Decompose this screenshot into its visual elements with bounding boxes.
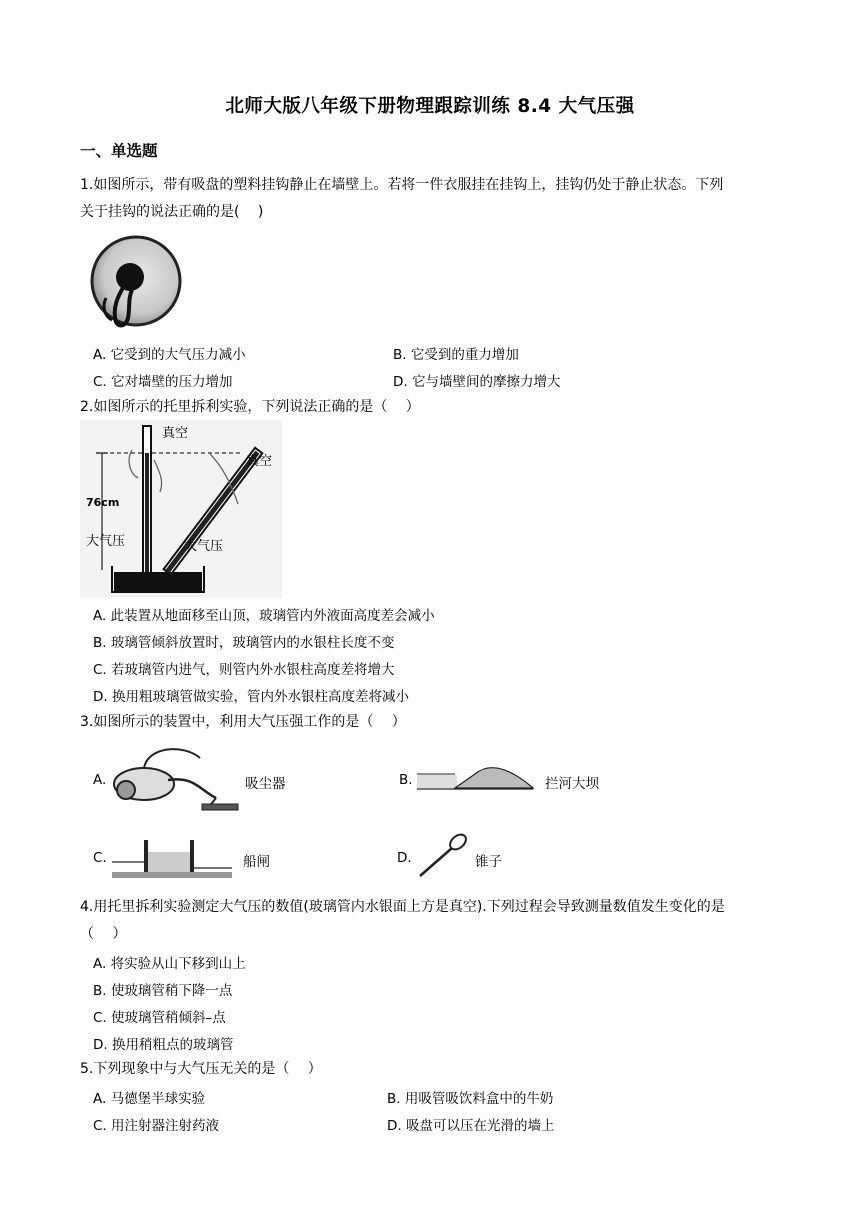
suction-hook-figure (88, 234, 184, 330)
q3-option-d-caption: 锥子 (475, 854, 502, 870)
vacuum-cleaner-icon (104, 740, 240, 812)
dam-icon (415, 762, 535, 792)
page-title: 北师大版八年级下册物理跟踪训练 8.4 大气压强 (225, 96, 635, 117)
section-heading: 一、单选题 (80, 142, 158, 160)
q5-option-c[interactable]: C. 用注射器注射药液 (93, 1118, 220, 1134)
q2-option-b[interactable]: B. 玻璃管倾斜放置时，玻璃管内的水银柱长度不变 (93, 635, 395, 651)
q2-option-d[interactable]: D. 换用粗玻璃管做实验，管内外水银柱高度差将减小 (93, 689, 409, 705)
question-4-stem-line2: （ ） (80, 926, 127, 942)
q1-option-a[interactable]: A. 它受到的大气压力减小 (93, 347, 246, 363)
height-label: 76cm (86, 496, 120, 509)
q2-option-c[interactable]: C. 若玻璃管内进气，则管内外水银柱高度差将增大 (93, 662, 395, 678)
question-3-stem: 3.如图所示的装置中，利用大气压强工作的是（ ） (80, 714, 406, 730)
question-1-stem-line2: 关于挂钩的说法正确的是( ) (80, 204, 264, 220)
ship-lock-icon (110, 832, 234, 880)
awl-icon (416, 830, 472, 880)
q1-option-c[interactable]: C. 它对墙壁的压力增加 (93, 374, 233, 390)
vacuum-label-2: 真空 (246, 454, 273, 469)
q2-option-a[interactable]: A. 此装置从地面移至山顶，玻璃管内外液面高度差会减小 (93, 608, 435, 624)
q3-option-b-letter[interactable]: B. (399, 772, 413, 788)
q1-option-b[interactable]: B. 它受到的重力增加 (393, 347, 519, 363)
q5-option-a[interactable]: A. 马德堡半球实验 (93, 1091, 206, 1107)
vacuum-label-1: 真空 (162, 426, 189, 441)
question-5-stem: 5.下列现象中与大气压无关的是（ ） (80, 1061, 322, 1077)
q1-option-d[interactable]: D. 它与墙壁间的摩擦力增大 (393, 374, 561, 390)
q5-option-b[interactable]: B. 用吸管吸饮料盒中的牛奶 (387, 1091, 554, 1107)
q3-option-a-caption: 吸尘器 (245, 776, 286, 792)
q3-option-b-caption: 拦河大坝 (545, 776, 599, 792)
torricelli-figure (80, 420, 282, 598)
q3-option-d-letter[interactable]: D. (397, 850, 412, 866)
q5-option-d[interactable]: D. 吸盘可以压在光滑的墙上 (387, 1118, 555, 1134)
q3-option-c-caption: 船闸 (243, 854, 270, 870)
question-2-stem: 2.如图所示的托里拆利实验，下列说法正确的是（ ） (80, 399, 420, 415)
question-1-stem-line1: 1.如图所示，带有吸盘的塑料挂钩静止在墙壁上。若将一件衣服挂在挂钩上，挂钩仍处于静止状态。下列 (80, 177, 724, 193)
atm-label-right: 大气压 (184, 539, 224, 554)
q4-option-b[interactable]: B. 使玻璃管稍下降一点 (93, 983, 233, 999)
q3-option-a-letter[interactable]: A. (93, 772, 107, 788)
question-4-stem-line1: 4.用托里拆利实验测定大气压的数值(玻璃管内水银面上方是真空).下列过程会导致测量数值发生变化的是 (80, 899, 725, 915)
torricelli-drawing (80, 420, 282, 598)
q3-option-c-letter[interactable]: C. (93, 850, 107, 866)
q4-option-c[interactable]: C. 使玻璃管稍倾斜–点 (93, 1010, 226, 1026)
q4-option-a[interactable]: A. 将实验从山下移到山上 (93, 956, 246, 972)
q4-option-d[interactable]: D. 换用稍粗点的玻璃管 (93, 1037, 234, 1053)
atm-label-left: 大气压 (86, 534, 126, 549)
